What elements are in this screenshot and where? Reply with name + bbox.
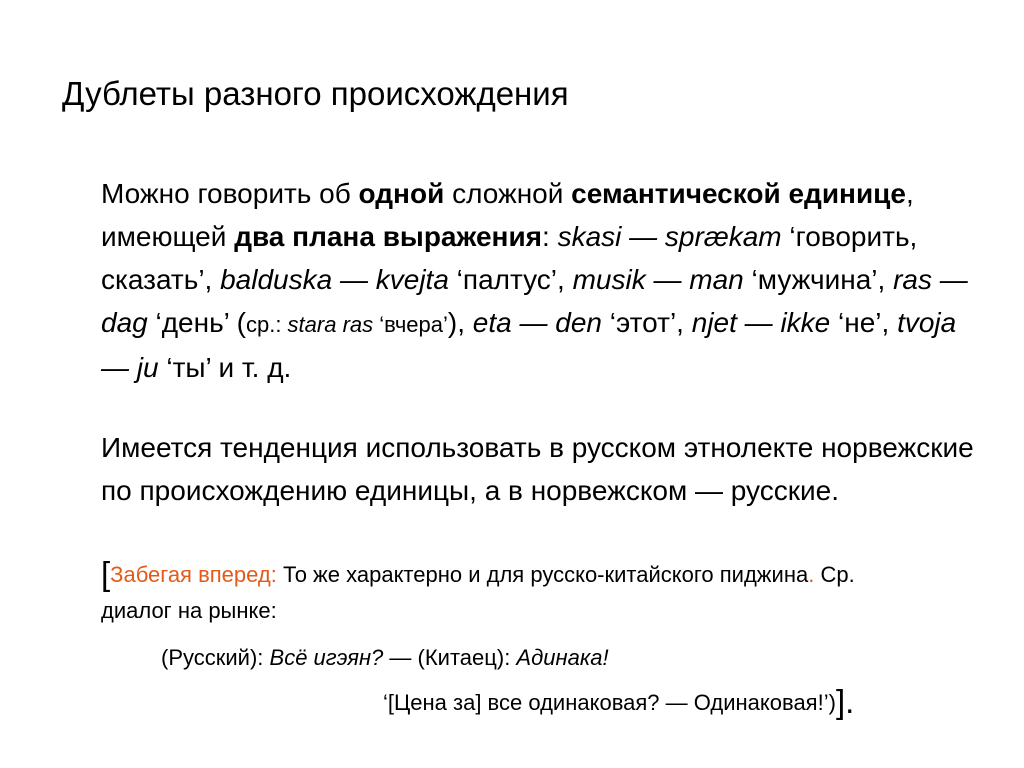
gloss-muzhchina: ‘мужчина’, [743,264,894,295]
p1-text-5: ), [447,307,473,338]
gloss-vchera: ‘вчера’ [373,312,448,337]
gloss-ne: ‘не’, [830,307,898,338]
gloss-etot: ‘этот’, [602,307,692,338]
note-text-1: То же характерно и для русско-китайского пиджина [276,562,809,587]
example-ras: ras — dag [101,264,968,338]
note-label: Забегая вперед: [110,562,277,587]
example-njet: njet — ikke [691,307,831,338]
gloss-paltus: ‘палтус’, [448,264,573,295]
dialog-line [161,640,609,676]
slide-title: Дублеты разного происхождения [62,75,569,112]
note-text-2: Ср. диалог на рынке: [101,562,855,623]
russian-phrase: Всё игэян? [269,645,384,670]
cf-label: ср.: [245,312,288,337]
example-stara-ras: stara ras [287,312,374,337]
gloss-ty: ‘ты’ и т. д. [158,352,292,383]
example-musik: musik — man [572,264,744,295]
p1-text-2: сложной [444,178,572,209]
example-tvoja: tvoja — ju [101,307,957,383]
dialog-translation-line [383,684,854,721]
example-balduska: balduska — kvejta [220,264,449,295]
dialog-dash: — [383,645,418,670]
note-open-bracket: [ [101,555,111,592]
example-skasi: skasi — sprækam [557,221,782,252]
p1-bold-one: одной [358,178,445,209]
paragraph-doublets [101,172,981,389]
note-close-bracket: ]. [835,683,855,720]
p1-bold-semantic-unit: семантической единице [571,178,906,209]
note-pidgin [101,556,921,629]
p1-text-4: : [542,221,558,252]
paragraph-tendency: Имеется тенденция использовать в русском этнолекте норвежские по происхождению единицы, а в норвежском — русские. [101,432,974,506]
example-eta: eta — den [472,307,602,338]
dialog-translation: ‘[Цена за] все одинаковая? — Одинаковая!’) [383,690,836,715]
p1-text-3: , имеющей [101,178,914,252]
gloss-den: ‘день’ ( [147,307,246,338]
russian-speaker: (Русский): [161,645,270,670]
note-dot: . [808,562,815,587]
chinese-phrase: Адинака! [516,645,609,670]
p1-bold-two-planes: два плана выражения [234,221,543,252]
gloss-govorit: ‘говорить, сказать’, [101,221,918,295]
p1-text-1: Можно говорить об [101,178,359,209]
chinese-speaker: (Китаец): [417,645,517,670]
